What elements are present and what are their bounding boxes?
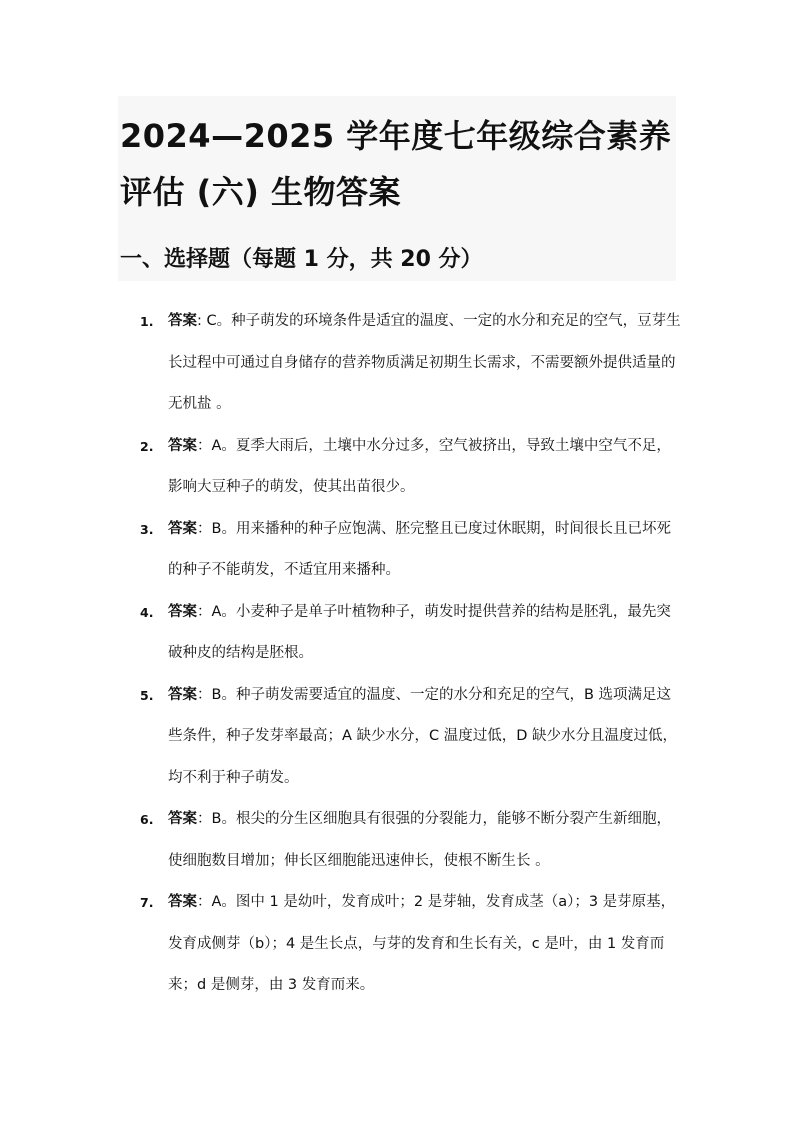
answer-list [140, 301, 685, 1007]
answer-label: 答案 [168, 686, 197, 703]
list-item [140, 675, 685, 800]
answer-text: : C。种子萌发的环境条件是适宜的温度、一定的水分和充足的空气，豆芽生长过程中可通过自身储存的营养物质满足初期生长需求，不需要额外提供适量的无机盐 。 [168, 313, 681, 412]
list-item [140, 426, 685, 509]
answer-label: 答案 [168, 437, 197, 454]
list-item [140, 799, 685, 882]
item-number: 6. [140, 812, 154, 827]
list-item [140, 301, 685, 426]
section-title: 一、选择题（每题 1 分，共 20 分） [120, 247, 483, 272]
answer-text: ：A。图中 1 是幼叶，发育成叶；2 是芽轴，发育成茎（a）；3 是芽原基，发育成侧芽（b）；4 是生长点，与芽的发育和生长有关，c 是叶，由 1 发育而来；d 是侧芽，由 3 发育而来。 [168, 894, 676, 993]
item-number: 2. [140, 438, 154, 454]
item-number: 4. [140, 604, 154, 620]
item-number: 5. [140, 687, 154, 703]
item-number: 7. [140, 895, 154, 910]
item-number: 1. [140, 314, 154, 329]
answer-text: ：B。用来播种的种子应饱满、胚完整且已度过休眠期，时间很长且已坏死的种子不能萌发，不适宜用来播种。 [168, 520, 671, 578]
answer-label: 答案 [168, 520, 197, 537]
answer-text: ：A。小麦种子是单子叶植物种子，萌发时提供营养的结构是胚乳，最先突破种皮的结构是胚根。 [168, 603, 671, 661]
answer-label: 答案 [168, 811, 197, 827]
answer-label: 答案 [168, 894, 197, 910]
answer-label: 答案 [168, 313, 197, 329]
list-item [140, 592, 685, 675]
item-number: 3. [140, 521, 154, 537]
answer-text: ：B。种子萌发需要适宜的温度、一定的水分和充足的空气，B 选项满足这些条件，种子发芽率最高；A 缺少水分，C 温度过低，D 缺少水分且温度过低，均不利于种子萌发。 [168, 686, 678, 786]
list-item [140, 882, 685, 1007]
list-item [140, 509, 685, 592]
answer-label: 答案 [168, 603, 197, 620]
page-title: 2024—2025 学年度七年级综合素养评估 (六) 生物答案 [120, 117, 672, 211]
answer-text: ：B。根尖的分生区细胞具有很强的分裂能力，能够不断分裂产生新细胞，使细胞数目增加；伸长区细胞能迅速伸长，使根不断生长 。 [168, 811, 671, 869]
answer-text: ：A。夏季大雨后，土壤中水分过多，空气被挤出，导致土壤中空气不足，影响大豆种子的萌发，使其出苗很少。 [168, 437, 671, 495]
